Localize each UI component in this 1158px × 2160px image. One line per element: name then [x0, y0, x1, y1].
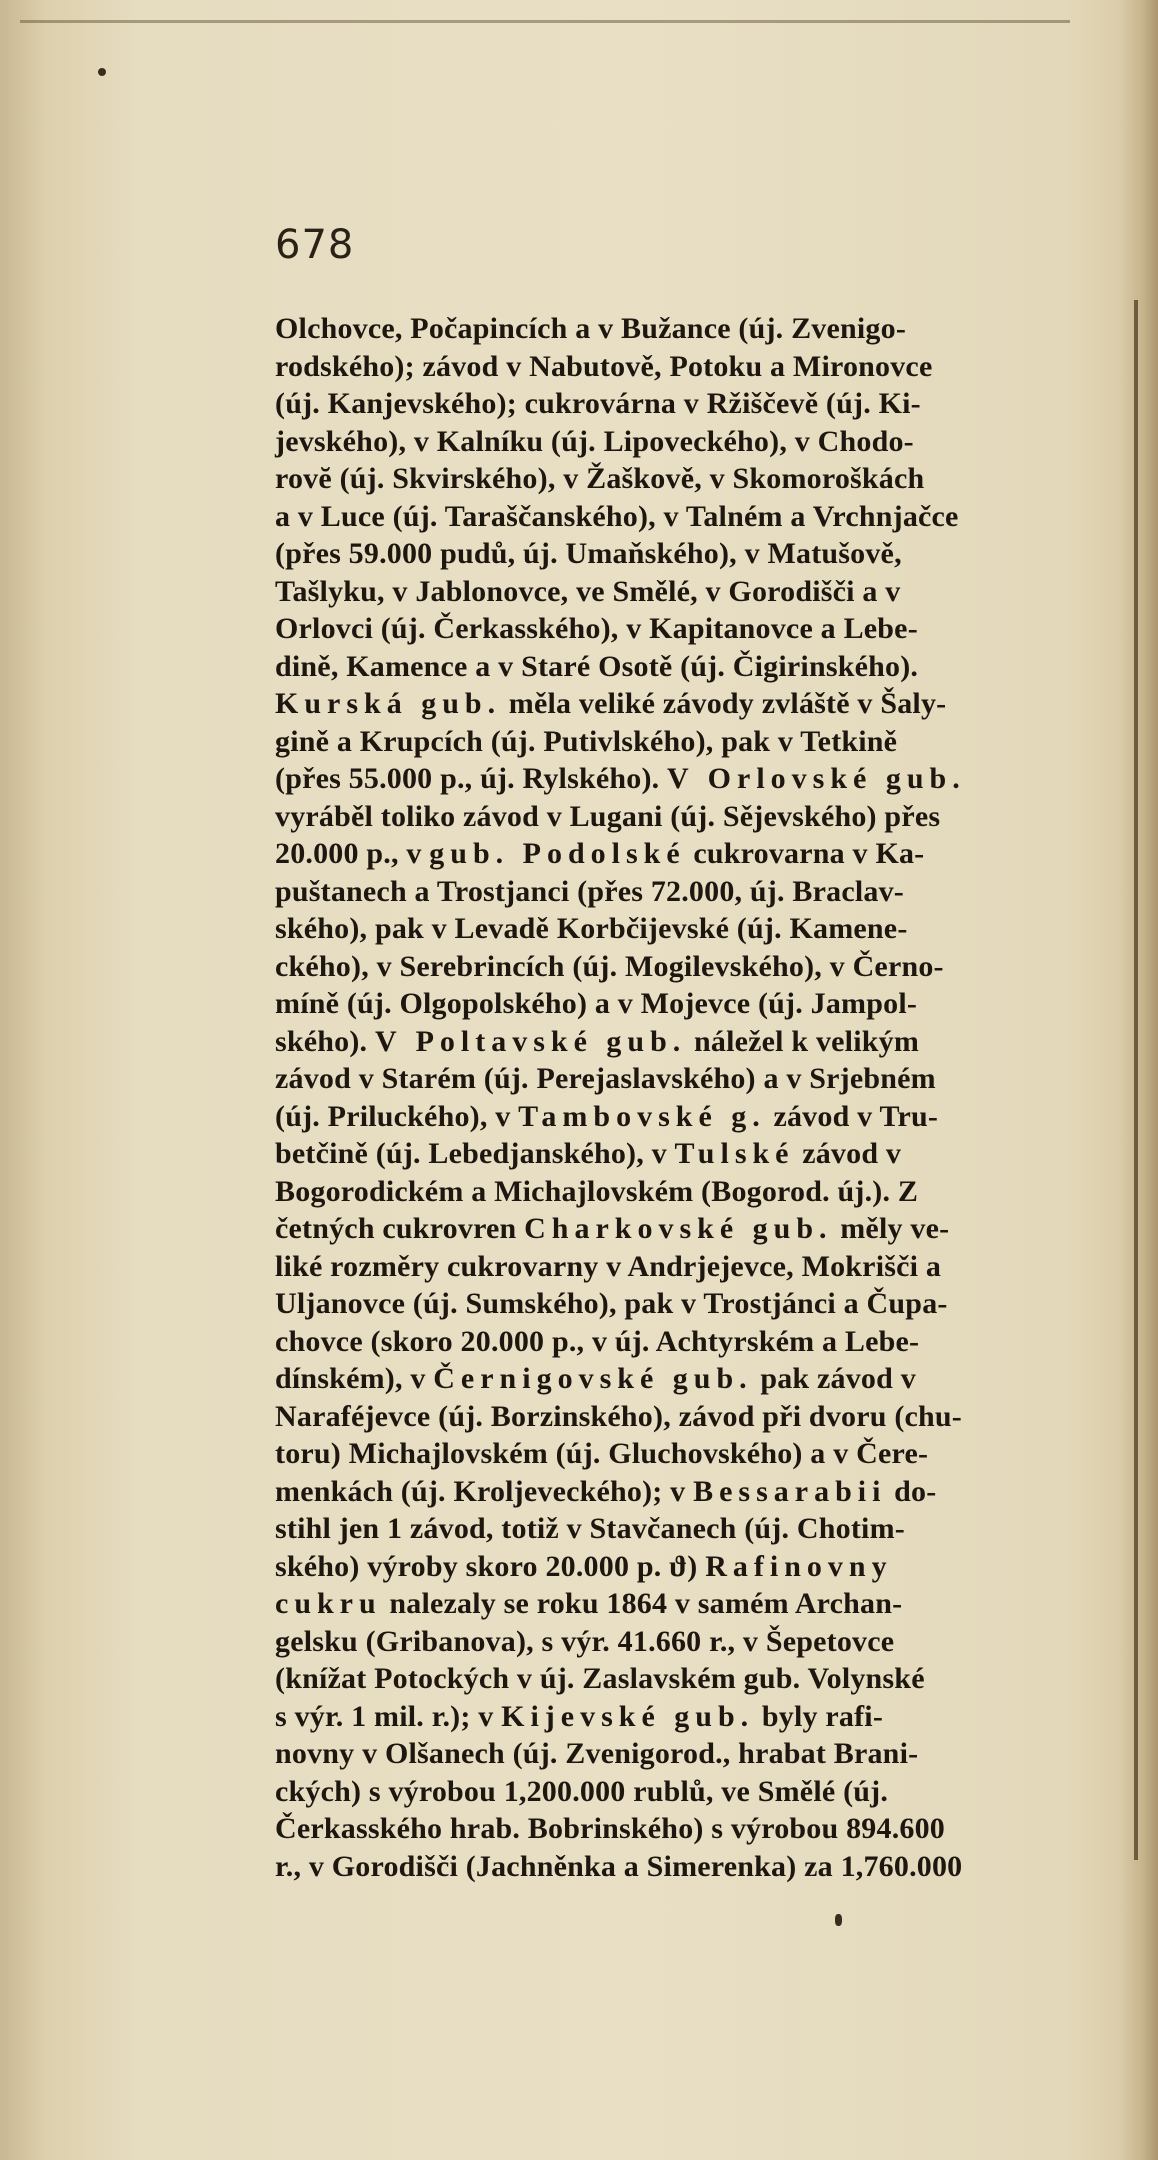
text-segment: toru) Michajlovském (új. Gluchovského) a v Čere-	[275, 1437, 929, 1470]
emphasized-text-segment: Tambovské g.	[518, 1099, 766, 1133]
text-segment: r., v Gorodišči (Jachněnka a Simerenka) za 1,760.000	[275, 1849, 963, 1883]
text-segment: a v Luce (új. Taraščanského), v Talném a Vrchnjačce	[275, 499, 959, 533]
text-segment: (új. Priluckého), v	[275, 1099, 519, 1133]
top-edge-rule	[20, 20, 1070, 23]
text-line	[275, 1285, 1095, 1323]
text-segment: gelsku (Gribanova), s výr. 41.660 r., v Šepetovce	[275, 1624, 895, 1658]
text-segment: do-	[886, 1474, 937, 1508]
text-segment: míně (új. Olgopolského) a v Mojevce (új. Jampol-	[275, 987, 918, 1020]
binding-shadow	[1118, 0, 1158, 2160]
text-line	[275, 1098, 1095, 1136]
text-line	[275, 873, 1095, 911]
text-segment: cukrovarna v Ka-	[685, 837, 925, 870]
text-segment: rodského); závod v Nabutově, Potoku a Mironovce	[275, 349, 933, 383]
text-segment: (přes 59.000 pudů, új. Umaňského), v Matušově,	[275, 537, 902, 570]
page-number: 678	[275, 222, 355, 268]
text-segment: dínském), v	[275, 1362, 434, 1395]
text-line	[275, 835, 1095, 873]
text-segment: liké rozměry cukrovarny v Andrjejevce, Mokrišči a	[275, 1249, 942, 1283]
emphasized-text-segment: V Poltavské gub.	[374, 1024, 687, 1058]
text-segment: Tašlyku, v Jablonovce, ve Smělé, v Gorodišči a v	[275, 574, 901, 608]
text-line	[275, 1548, 1095, 1586]
text-segment: (knížat Potockých v új. Zaslavském gub. Volynské	[275, 1662, 925, 1695]
text-line	[275, 1210, 1095, 1248]
text-segment: četných cukrovren	[275, 1212, 525, 1245]
text-segment: závod v Tru-	[765, 1099, 939, 1133]
text-segment: gině a Krupcích (új. Putivlského), pak v Tetkině	[275, 724, 898, 758]
text-line	[275, 798, 1095, 836]
text-line	[275, 985, 1095, 1023]
text-line	[275, 1248, 1095, 1286]
text-segment: ského).	[275, 1024, 375, 1058]
text-line	[275, 1173, 1095, 1211]
emphasized-text-segment: gub. Podolské	[429, 837, 686, 870]
text-segment: závod v Starém (új. Perejaslavského) a v Srjebném	[275, 1062, 936, 1095]
text-line	[275, 1585, 1095, 1623]
text-segment: Čerkasského hrab. Bobrinského) s výrobou 894.600	[275, 1812, 945, 1845]
text-segment: ckého), v Serebrincích (új. Mogilevského), v Černo-	[275, 949, 944, 983]
text-segment: nalezaly se roku 1864 v samém Archan-	[381, 1587, 903, 1620]
text-segment: závod v	[794, 1137, 902, 1170]
text-segment: betčině (új. Lebedjanského), v	[275, 1137, 675, 1170]
text-segment: ckých) s výrobou 1,200.000 rublů, ve Smělé (új.	[275, 1774, 889, 1808]
text-segment: rovĕ (új. Skvirského), v Žaškově, v Skomoroškách	[275, 462, 925, 495]
text-line	[275, 1135, 1095, 1173]
text-line	[275, 760, 1095, 798]
text-line	[275, 1698, 1095, 1736]
text-line	[275, 1660, 1095, 1698]
text-line	[275, 1435, 1095, 1473]
text-segment: jevského), v Kalníku (új. Lipoveckého), v Chodo-	[275, 424, 914, 458]
text-segment: ského) výroby skoro 20.000 p. ϑ)	[275, 1549, 706, 1583]
text-line	[275, 385, 1095, 423]
text-line	[275, 1735, 1095, 1773]
emphasized-text-segment: V Orlovské gub.	[667, 762, 966, 795]
text-line	[275, 535, 1095, 573]
text-segment: puštanech a Trostjanci (přes 72.000, új. Braclav-	[275, 874, 904, 908]
text-segment: Naraféjevce (új. Borzinského), závod při dvoru (chu-	[275, 1399, 962, 1433]
text-segment: měly ve-	[832, 1212, 950, 1245]
page-edge-line	[1134, 300, 1138, 1860]
text-line	[275, 610, 1095, 648]
text-segment: Olchovce, Počapincích a v Bužance (új. Zvenigo-	[275, 312, 907, 345]
emphasized-text-segment: Černigovské gub.	[433, 1362, 753, 1395]
body-text	[275, 310, 1095, 1885]
text-segment: novny v Olšanech (új. Zvenigorod., hrabat Brani-	[275, 1737, 919, 1770]
text-segment: (přes 55.000 p., új. Rylského).	[275, 762, 668, 795]
text-segment: 20.000 p., v	[275, 837, 430, 870]
text-segment: Uljanovce (új. Sumského), pak v Trostjánci a Čupa-	[275, 1287, 948, 1320]
ink-speck	[835, 1914, 842, 1926]
text-segment: chovce (skoro 20.000 p., v új. Achtyrském a Lebe-	[275, 1324, 920, 1358]
emphasized-text-segment: cukru	[275, 1587, 382, 1620]
text-line	[275, 1360, 1095, 1398]
ink-speck	[98, 68, 106, 76]
text-line	[275, 1848, 1095, 1886]
text-line	[275, 310, 1095, 348]
emphasized-text-segment: Bessarabii	[693, 1474, 887, 1508]
text-line	[275, 1398, 1095, 1436]
emphasized-text-segment: Tulské	[674, 1137, 795, 1170]
text-line	[275, 1060, 1095, 1098]
text-segment: Bogorodickém a Michajlovském (Bogorod. új.). Z	[275, 1174, 919, 1208]
text-line	[275, 1810, 1095, 1848]
text-line	[275, 460, 1095, 498]
text-line	[275, 910, 1095, 948]
text-line	[275, 948, 1095, 986]
text-segment: vyráběl toliko závod v Lugani (új. Sějevského) přes	[275, 799, 941, 833]
emphasized-text-segment: Rafinovny	[705, 1549, 893, 1583]
text-segment: menkách (új. Kroljeveckého); v	[275, 1474, 694, 1508]
text-line	[275, 723, 1095, 761]
text-segment: pak závod v	[752, 1362, 916, 1395]
text-line	[275, 498, 1095, 536]
emphasized-text-segment: Kurská gub.	[275, 687, 502, 720]
text-segment: měla veliké závody zvláště v Šaly-	[501, 687, 947, 720]
emphasized-text-segment: Kijevské gub.	[501, 1699, 755, 1733]
text-line	[275, 1623, 1095, 1661]
text-line	[275, 648, 1095, 686]
text-line	[275, 1773, 1095, 1811]
text-line	[275, 685, 1095, 723]
emphasized-text-segment: Charkovské gub.	[524, 1212, 833, 1245]
text-line	[275, 573, 1095, 611]
text-segment: (új. Kanjevského); cukrovárna v Ržiščevě (új. Ki-	[275, 387, 921, 420]
text-segment: ského), pak v Levadě Korbčijevské (új. Kamene-	[275, 912, 908, 945]
text-segment: náležel k velikým	[686, 1024, 920, 1058]
text-segment: Orlovci (új. Čerkasského), v Kapitanovce a Lebe-	[275, 612, 918, 645]
text-segment: byly rafi-	[754, 1699, 884, 1733]
text-line	[275, 1323, 1095, 1361]
text-segment: s výr. 1 mil. r.); v	[275, 1699, 502, 1733]
text-segment: dině, Kamence a v Staré Osotě (új. Čigirinského).	[275, 649, 919, 683]
text-line	[275, 423, 1095, 461]
text-line	[275, 1023, 1095, 1061]
text-segment: stihl jen 1 závod, totiž v Stavčanech (új. Chotim-	[275, 1512, 905, 1545]
text-line	[275, 1510, 1095, 1548]
text-line	[275, 1473, 1095, 1511]
text-line	[275, 348, 1095, 386]
